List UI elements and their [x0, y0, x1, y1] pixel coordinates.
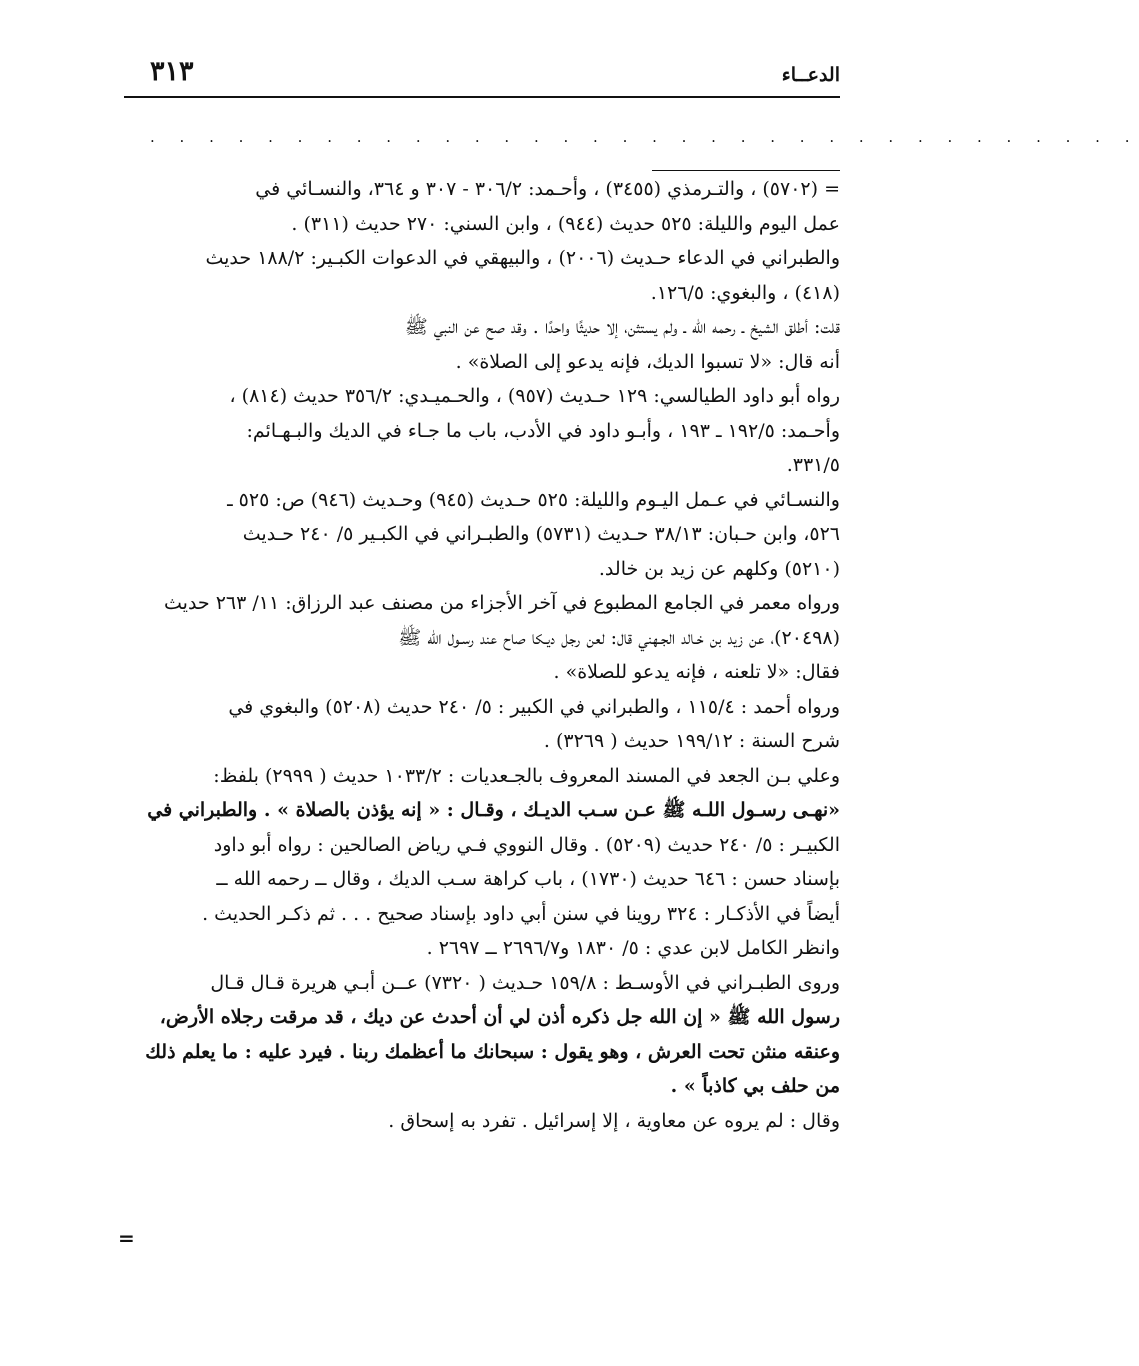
text-line: أنه قال: «لا تسبوا الديك، فإنه يدعو إلى الصلاة» . — [455, 350, 840, 373]
text-line: عمل اليوم والليلة: ٥٢٥ حديث (٩٤٤) ، وابن السني: ٢٧٠ حديث (٣١١) . — [291, 212, 840, 235]
text-line: وأحـمد: ١٩٢/٥ ـ ١٩٣ ، وأبـو داود في الأدب، باب ما جـاء في الديك والبـهـائم: — [246, 419, 840, 442]
footnote-body — [124, 172, 840, 1138]
text-line: ورواه أحمد : ١١٥/٤ ، والطبراني في الكبير : ٥/ ٢٤٠ حديث (٥٢٠٨) والبغوي في — [228, 695, 840, 718]
text-line: والطبراني في الدعاء حـديث (٢٠٠٦) ، والبيهقي في الدعوات الكبـير: ١٨٨/٢ حديث — [205, 247, 840, 269]
page-number: ٣١٣ — [150, 56, 194, 87]
text-line: شرح السنة : ١٩٩/١٢ حديث ( ٣٢٦٩) . — [543, 730, 840, 752]
text-line: وعلي بـن الجعد في المسند المعروف بالجـعديات : ١٠٣٣/٢ حديث ( ٢٩٩٩) بلفظ: — [213, 764, 840, 787]
text-line: الكبيـر : ٥/ ٢٤٠ حديث (٥٢٠٩) . وقال النووي فـي رياض الصالحين : رواه أبو داود — [213, 833, 840, 856]
text-line: رسول الله ﷺ « إن الله جل ذكره أذن لي أن أحدث عن ديك ، قد مرقت رجلاه الأرض، — [159, 1006, 840, 1028]
text-line: ٥٢٦، وابن حـبان: ٣٨/١٣ حـديث (٥٧٣١) والطبـراني في الكبـير ٥/ ٢٤٠ حـديث — [242, 523, 840, 545]
separator-dots: . . . . . . . . . . . . . . . . . . . . . . . . . . . . . . . . . . — [150, 128, 1139, 146]
footnote-rule — [652, 170, 840, 171]
text-line: ٣٣١/٥. — [786, 454, 840, 476]
text-line: من حلف بي كاذباً » . — [670, 1075, 840, 1097]
text-line: وانظر الكامل لابن عدي : ٥/ ١٨٣٠ و٢٦٩٦/٧ ــ ٢٦٩٧ . — [426, 937, 840, 959]
text-line: أيضاً في الأذكـار : ٣٢٤ روينا في سنن أبي داود بإسناد صحيح . . . ثم ذكـر الحديث . — [202, 902, 840, 925]
text-line: قلت: أطلق الشيخ ـ رحمه الله ـ ولم يستثن، إلا حديثًا واحدًا . وقد صح عن النبي ﷺ — [404, 316, 840, 338]
text-line: وقال : لم يروه عن معاوية ، إلا إسرائيل . تفرد به إسحاق . — [388, 1109, 840, 1132]
text-line: بإسناد حسن : ٦٤٦ حديث (١٧٣٠) ، باب كراهة سـب الديك ، وقال ــ رحمه الله ــ — [216, 868, 840, 890]
text-line: وعنقه منثن تحت العرش ، وهو يقول : سبحانك ما أعظمك ربنا . فيرد عليه : ما يعلم ذلك — [145, 1040, 840, 1063]
text-line: (٥٢١٠) وكلهم عن زيد بن خالد. — [598, 557, 840, 580]
text-line: (٤١٨) ، والبغوي: ١٢٦/٥. — [650, 281, 840, 304]
text-line: رواه أبو داود الطيالسي: ١٢٩ حـديث (٩٥٧) ، والحـميـدي: ٣٥٦/٢ حديث (٨١٤) ، — [229, 385, 840, 407]
page-header — [124, 52, 840, 96]
text-line: وروى الطبـراني في الأوسـط : ١٥٩/٨ حـديث ( ٧٣٢٠) عــن أبـي هريرة قـال قـال — [210, 971, 840, 994]
header-rule — [124, 96, 840, 98]
text-line: = (٥٧٠٢) ، والتـرمذي (٣٤٥٥) ، وأحـمد: ٣٠٦/٢ - ٣٠٧ و ٣٦٤، والنسـائي في — [255, 178, 840, 200]
text-line: (٢٠٤٩٨)، عن زيد بن خـالد الجـهني قال: لعن رجل ديـكا صاح عند رسـول الله ﷺ — [398, 626, 840, 649]
continuation-mark: = — [118, 1226, 135, 1250]
text-line: ورواه معمر في الجامع المطبوع في آخر الأجزاء من مصنف عبد الرزاق: ١١/ ٢٦٣ حديث — [164, 592, 840, 614]
text-line: «نهـى رسـول اللـه ﷺ عـن سـب الديـك ، وقـال : « إنه يؤذن بالصلاة » . والطبراني في — [147, 799, 840, 821]
text-line: فقال: «لا تلعنه ، فإنه يدعو للصلاة» . — [553, 661, 840, 683]
text-line: والنسـائي في عـمل اليـوم والليلة: ٥٢٥ حـديث (٩٤٥) وحـديث (٩٤٦) ص: ٥٢٥ ـ — [227, 488, 840, 511]
running-title: الدعــاء — [781, 64, 840, 86]
